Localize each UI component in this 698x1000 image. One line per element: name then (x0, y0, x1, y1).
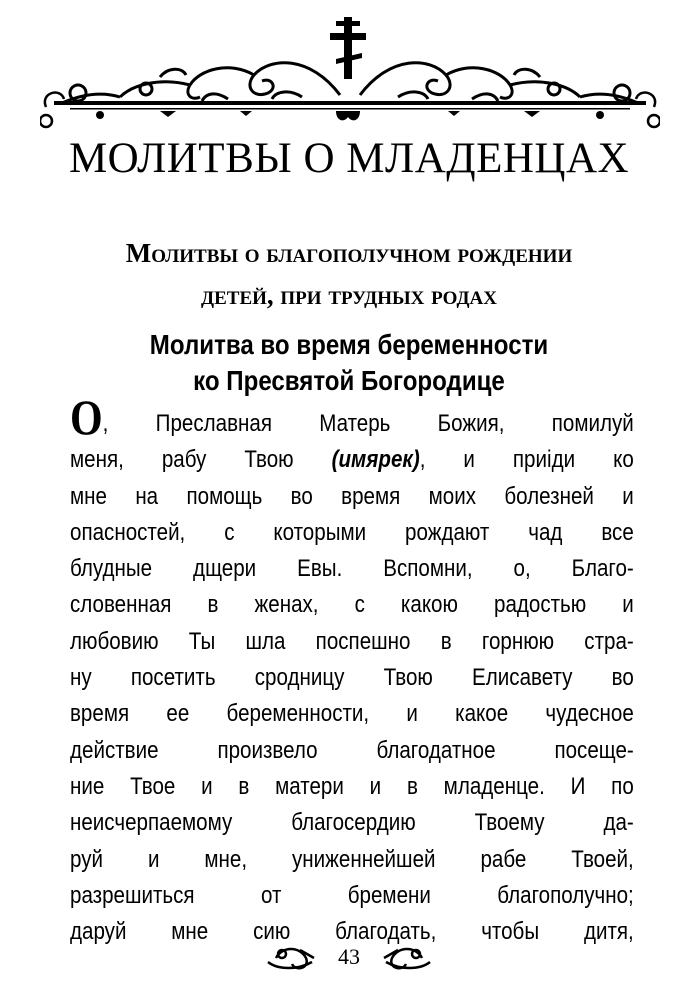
prayer-line: О, Преславная Матерь Божия, помилуй (70, 389, 634, 445)
prayer-line: время ее беременности, и какое чудесное (70, 700, 634, 728)
scroll-flourish-icon (268, 949, 314, 968)
chapter-title: МОЛИТВЫ О МЛАДЕНЦАХ (68, 135, 630, 182)
prayer-title (100, 327, 597, 399)
prayer-line: мне на помощь во время моих болезней и (70, 482, 634, 510)
prayer-line: неисчерпаемому благосердию Твоему да- (70, 809, 634, 837)
drop-cap: О (70, 389, 103, 445)
section-title (60, 232, 638, 316)
prayer-line: ну посетить сродницу Твою Елисавету во (70, 664, 634, 692)
name-placeholder: (имярек) (331, 446, 420, 474)
prayer-title-line-1: Молитва во время беременности (149, 329, 549, 360)
prayer-body (70, 389, 634, 950)
prayer-line: опасностей, с которыми рождают чад все (70, 518, 634, 546)
section-title-line-2: детей, при трудных родах (201, 280, 497, 310)
prayer-line: меня, рабу Твою (имярек), и приiди ко (70, 446, 634, 474)
prayer-line: разрешиться от бремени благополучно; (70, 881, 634, 909)
scroll-flourish-icon (384, 949, 430, 968)
page-number: 43 (338, 944, 360, 969)
section-title-line-1: Молитвы о благополучном рождении (125, 238, 573, 268)
prayer-line: даруй мне сию благодать, чтобы дитя, (70, 918, 634, 946)
prayer-title-line-2: ко Пресвятой Богородице (193, 365, 505, 396)
prayer-line: словенная в женах, с какою радостью и (70, 591, 634, 619)
prayer-line: блудные дщери Евы. Вспомни, о, Благо- (70, 555, 634, 583)
prayer-line: ние Твое и в матери и в младенце. И по (70, 772, 634, 800)
header-cross-ornament-icon (40, 15, 660, 133)
prayer-line: действие произвело благодатное посеще- (70, 736, 634, 764)
prayer-line: любовию Ты шла поспешно в горнюю стра- (70, 627, 634, 655)
prayer-line: руй и мне, униженнейшей рабе Твоей, (70, 845, 634, 873)
